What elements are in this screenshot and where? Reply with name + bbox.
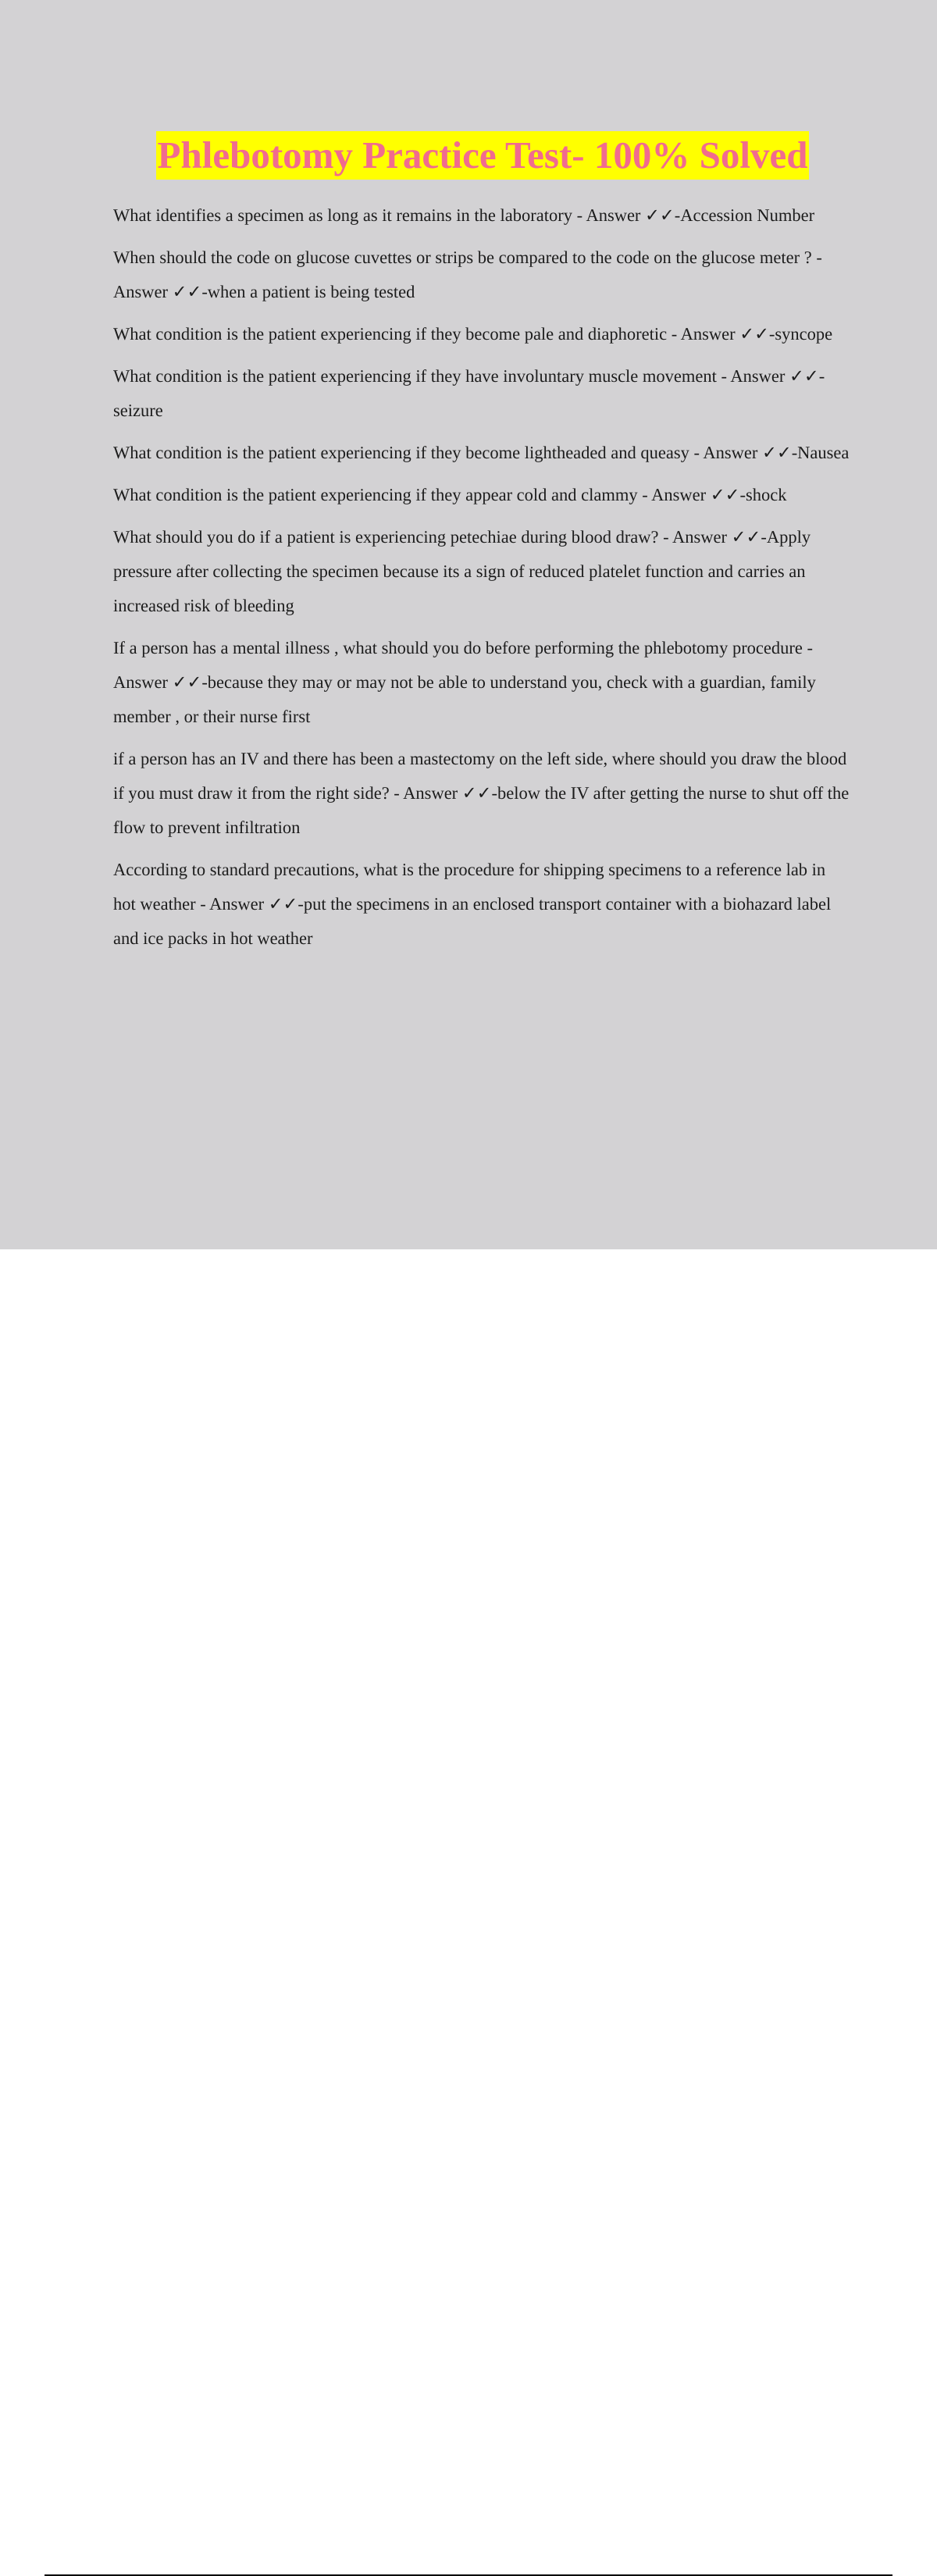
qa-item: What condition is the patient experiencing if they appear cold and clammy - Answer ✓✓-shock bbox=[113, 485, 787, 504]
qa-item: What condition is the patient experiencing if they become lightheaded and queasy - Answer ✓✓-Nausea bbox=[113, 443, 850, 462]
qa-item: What should you do if a patient is experiencing petechiae during blood draw? - Answer ✓✓-Apply pressure after collecting the specimen because its a sign of reduced platelet function and carries an increased risk of bleeding bbox=[113, 527, 811, 615]
title-container bbox=[0, 131, 937, 180]
qa-item: What condition is the patient experiencing if they become pale and diaphoretic - Answer ✓✓-syncope bbox=[113, 324, 833, 344]
question-answer-list bbox=[113, 198, 851, 964]
qa-item: When should the code on glucose cuvettes or strips be compared to the code on the glucose meter ? - Answer ✓✓-when a patient is being tested bbox=[113, 248, 822, 301]
document-title: Phlebotomy Practice Test- 100% Solved bbox=[156, 131, 810, 180]
next-page-preview bbox=[0, 1249, 937, 1327]
qa-item: What condition is the patient experiencing if they have involuntary muscle movement - Answer ✓✓-seizure bbox=[113, 366, 825, 420]
qa-item: If a person has a mental illness , what should you do before performing the phlebotomy procedure - Answer ✓✓-because they may or may not be able to understand you, check with a guardian, family member , or their nurse first bbox=[113, 638, 816, 726]
qa-item: What identifies a specimen as long as it remains in the laboratory - Answer ✓✓-Accession Number bbox=[113, 205, 815, 225]
qa-item: According to standard precautions, what is the procedure for shipping specimens to a reference lab in hot weather - Answer ✓✓-put the specimens in an enclosed transport container with a biohazard label and ice packs in hot weather bbox=[113, 860, 832, 948]
qa-item: if a person has an IV and there has been a mastectomy on the left side, where should you draw the blood if you must draw it from the right side? - Answer ✓✓-below the IV after getting the nurse to shut off the flow to prevent infiltration bbox=[113, 749, 850, 837]
document-page bbox=[0, 0, 937, 1249]
